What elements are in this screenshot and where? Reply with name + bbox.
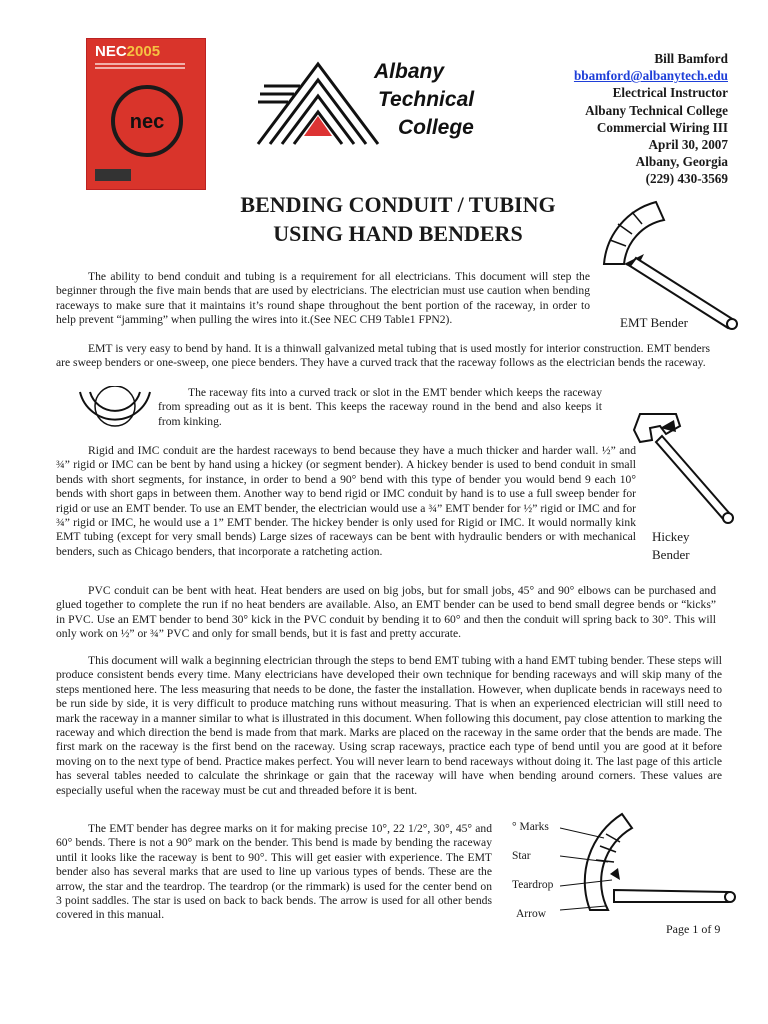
- emt-bender-caption: EMT Bender: [620, 315, 688, 330]
- arrow-label: Arrow: [516, 908, 547, 920]
- paragraph-pvc: PVC conduit can be bent with heat. Heat benders are used on big jobs, but for small jobs, 45° and 90° elbows can be purchased and glued together to complete the run if no heat benders are available. Also, an EMT bender can be used to bend small degree bends or “kicks” in PVC. Use an EMT bender to bend 30° kick in the PVC conduit by bending it to 60° and then the conduit will spring back to 30°. This will only work on ½” or ¾” PVC and only for small bends, but it is fast and pretty accurate.: [56, 584, 716, 641]
- paragraph-rigid-imc: Rigid and IMC conduit are the hardest raceways to bend because they have a much thicker and harder wall. ½” and ¾” rigid or IMC can be bent by hand using a hickey (or segment bender). A hickey bender is used to bend conduit in small bends with short segments, for instance, in order to bend a 90° bend with this type of bender you would bend 9 each 10° bends with short gaps in between them. Another way to bend rigid or IMC conduit by hand is to use a full sweep bender for rigid or use an EMT bender. To use an EMT bender, the electrician would use a ¾” EMT bender for ½” rigid or IMC and for ¾” rigid or IMC, he would use a 1” EMT bender. The hickey bender is only used for Rigid or IMC. It would normally kink EMT tubing (except for very small bends) Large sizes of raceways can be bent with hydraulic benders or with mechanical benders, such as Chicago benders, that incorporate a ratcheting action.: [56, 444, 636, 558]
- course-name: Commercial Wiring III: [596, 119, 728, 135]
- author-email-link[interactable]: bbamford@albanytech.edu: [573, 68, 728, 84]
- title-line2: USING HAND BENDERS: [273, 221, 523, 246]
- nec-year: 2005: [126, 43, 161, 60]
- hickey-bender-illustration-icon: [630, 406, 740, 526]
- nec-seal: [111, 85, 183, 157]
- author-school: Albany Technical College: [585, 102, 728, 118]
- emt-bender-illustration-icon: [584, 194, 744, 334]
- college-name: [374, 58, 474, 142]
- college-name-line3: College: [398, 116, 474, 139]
- title-line1: BENDING CONDUIT / TUBING: [240, 192, 556, 217]
- college-name-line1: Albany: [374, 60, 445, 83]
- college-logo-mark-icon: [256, 56, 386, 148]
- hickey-bender-caption: [652, 528, 690, 564]
- paragraph-walkthrough: This document will walk a beginning electrician through the steps to bend EMT tubing with a hand EMT tubing bender. These steps will produce consistent bends every time. Many electricians have developed their own technique for bending raceways and will skip many of the steps mentioned here. The less measuring that needs to be done, the faster the installation. However, when duplicate bends in raceways need to be run side by side, it is very difficult to produce matching runs without measuring. That is when an experienced electrician will still need to mark the raceway in a manner similar to what is illustrated in this document. When following this document, pay close attention to marking the raceway and which direction the bend is made from that mark. Marks are placed on the raceway in the same order that the bends are made. The first mark on the raceway is the first bend on the raceway. Using scrap raceways, practice each type of bend until you are good at it before moving on to the next type of bend. Practice makes perfect. You will never learn to bend raceways without doing it. The last page of this article has several tables needed to calculate the shrinkage or gain that the raceway will have when bending around corners. These values are especially useful when the raceway must be cut and threaded before it is bent.: [56, 654, 723, 797]
- raceway-cross-section-icon: [74, 386, 156, 434]
- paragraph-degree-marks: The EMT bender has degree marks on it for making precise 10°, 22 1/2°, 30°, 45° and 60° bends. There is not a 90° mark on the bender. This bend is made by bending the raceway until it looks like the raceway is bent to 90°. This will get easier with experience. The EMT bender also has several marks that are used to line up various types of bends. These are the arrow, the star and the teardrop. The teardrop (or the rimmark) is used for the center bend on 3 point saddles. The star is used on back to back bends. The arrow is used for all other bends covered in this manual.: [56, 822, 492, 922]
- author-name: Bill Bamford: [654, 51, 728, 66]
- hickey-caption-line2: Bender: [652, 547, 690, 562]
- college-logo: [256, 50, 496, 150]
- paragraph-emt: EMT is very easy to bend by hand. It is a thinwall galvanized metal tubing that is used mostly for interior construction. EMT benders are sweep benders or one-sweep, one piece benders. They have a curved track that the raceway follows as the electrician bends the raceway.: [56, 342, 710, 370]
- document-title: [160, 190, 636, 248]
- bender-marks-illustration-icon: [560, 810, 740, 914]
- author-role: Electrical Instructor: [612, 85, 728, 101]
- nec-book-cover: [86, 38, 206, 190]
- page-number: Page 1 of 9: [666, 922, 721, 936]
- hickey-caption-line1: Hickey: [652, 529, 690, 544]
- degree-marks-label: ° Marks: [512, 821, 549, 833]
- nec-brand: NEC: [95, 43, 127, 60]
- paragraph-intro: The ability to bend conduit and tubing is a requirement for all electricians. This document will step the beginner through the five main bends that are used by electricians. The electrician must use caution when bending raceways to make sure that it maintains it’s round shape throughout the bent portion of the raceway, in order to help prevent “jamming” when pulling the wires into it.(See NEC CH9 Table1 FPN2).: [56, 270, 590, 327]
- author-city: Albany, Georgia: [635, 154, 728, 170]
- nec-publisher-mark: [95, 169, 131, 181]
- star-label: Star: [512, 850, 531, 862]
- paragraph-curved-track: The raceway fits into a curved track or slot in the EMT bender which keeps the raceway from spreading out as it is bent. This keeps the raceway round in the bend and also keeps it from kinking.: [158, 386, 602, 428]
- college-name-line2: Technical: [378, 88, 475, 111]
- nec-subtitle-lines: [95, 63, 185, 73]
- nec-logo-text: nec: [129, 111, 165, 133]
- teardrop-label: Teardrop: [512, 879, 554, 891]
- author-phone: (229) 430-3569: [645, 171, 728, 187]
- author-contact-block: [574, 50, 728, 188]
- document-date: April 30, 2007: [648, 137, 728, 153]
